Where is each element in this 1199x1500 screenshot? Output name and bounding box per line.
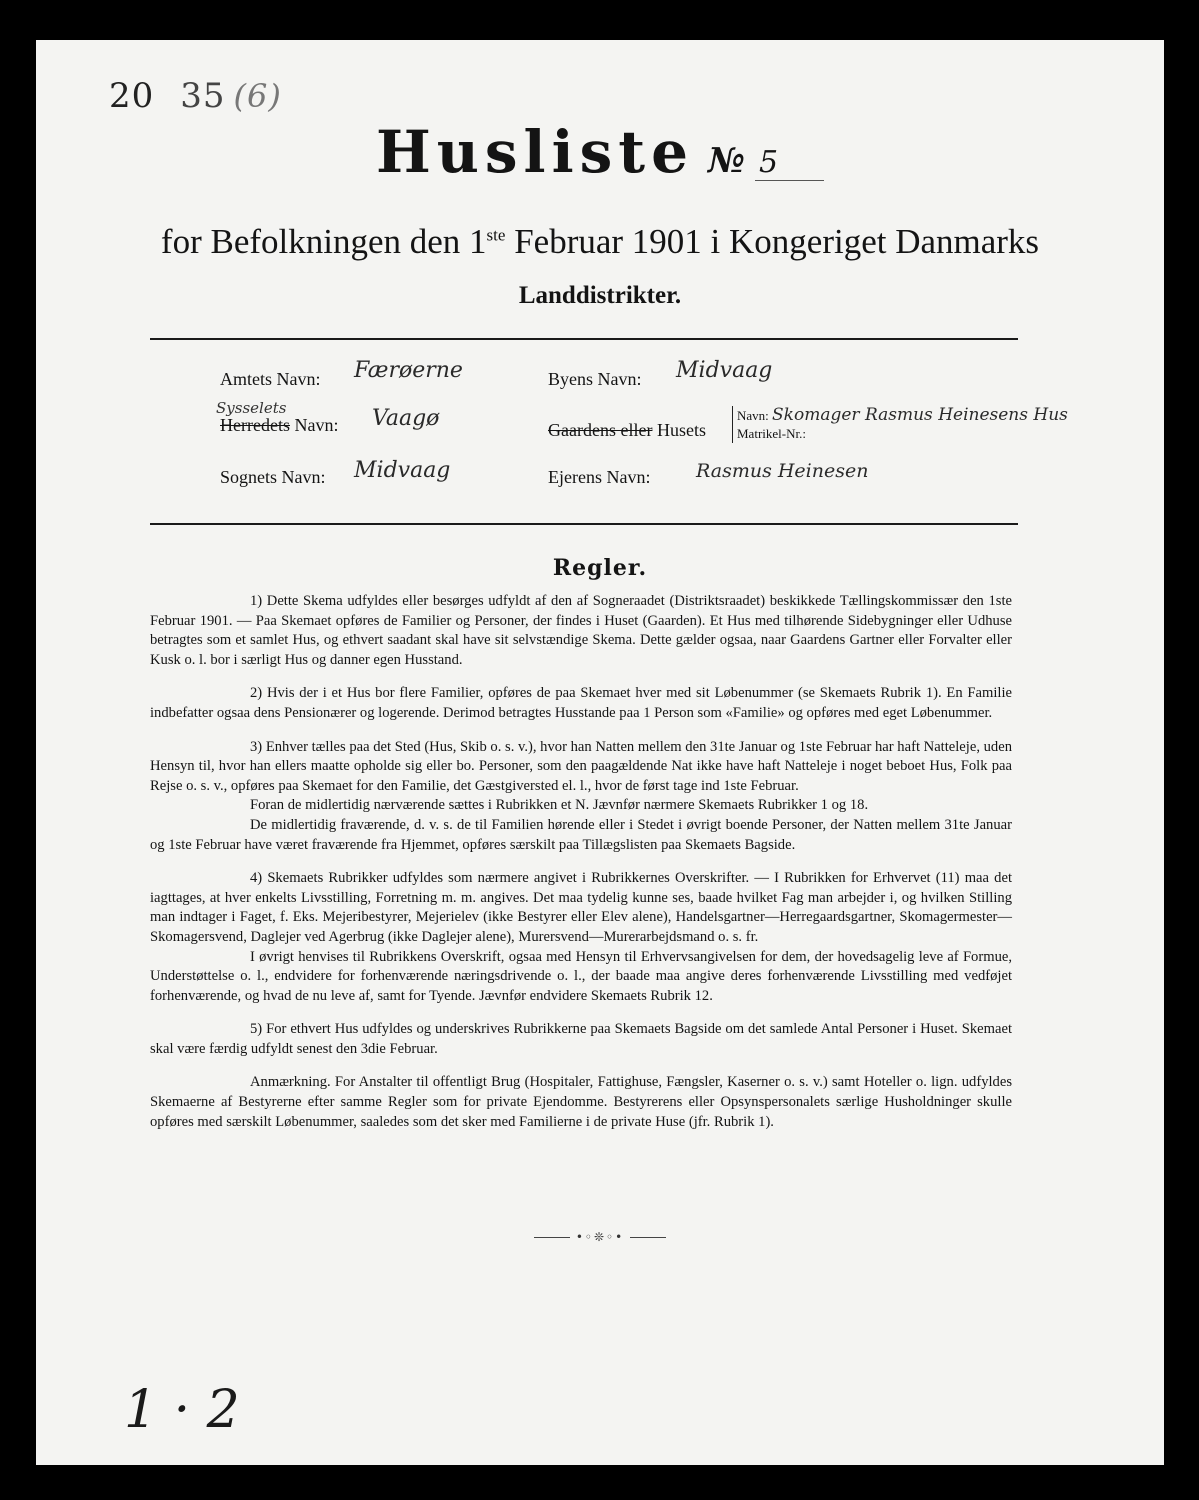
ornament-glyph: •◦❊◦• (575, 1230, 625, 1244)
sogn-label: Sognets Navn: (220, 467, 326, 487)
matrikel-label: Matrikel-Nr.: (737, 426, 806, 441)
rule-paragraph: 2) Hvis der i et Hus bor flere Familier, opføres de paa Skemaet hver med sit Løbenummer (se Skemaets Rubrik 1). En Familie indbefatter ogsaa dens Pensionærer og logerende. Derimod betragtes Husstande paa 1 Person som «Familie» og opføres med eget Løbenummer. (150, 685, 1012, 721)
sogn-value: Midvaag (354, 458, 451, 483)
stamp-number-2: 35 (180, 76, 226, 116)
number-label: № (707, 141, 745, 181)
rule-paragraph: 5) For ethvert Hus udfyldes og underskrives Rubrikkerne paa Skemaets Bagside om det samlede Antal Personer i Huset. Skemaet skal være færdig udfyldt senest den 3die Februar. (150, 1021, 1012, 1057)
rule-note: Anmærkning. For Anstalter til offentligt Brug (Hospitaler, Fattighuse, Fængsler, Kaserner o. s. v.) samt Hoteller o. lign. udfyldes Skemaerne af Bestyrerne efter samme Regler som for private Ejendomme. Bestyrerens eller Opsynspersonalets særlige Husholdninger skulle opføres med særskilt Løbenummer, saaledes som det sker med Familierne i de private Huse (jfr. Rubrik 1). (150, 1074, 1012, 1130)
by-value: Midvaag (676, 358, 773, 383)
gaard-label (548, 420, 706, 441)
number-value: 5 (755, 145, 824, 181)
navn-value: Skomager Rasmus Heinesens Hus (772, 405, 1068, 425)
district-type: Landdistrikter. (518, 282, 682, 309)
by-label: Byens Navn: (548, 369, 642, 389)
subtitle-before: for Befolkningen den 1 (160, 222, 487, 261)
herred-label-suffix: Navn: (294, 415, 339, 435)
herred-label-struck: Herredets (220, 415, 290, 435)
title-text: Husliste (375, 118, 694, 186)
rule-paragraph: 3) Enhver tælles paa det Sted (Hus, Skib o. s. v.), hvor han Natten mellem den 31te Januar og 1ste Februar har haft Natteleje, uden Hensyn til, hvor han ellers maatte opholde sig eller bo. Personer, som den paagældende Nat ikke have haft Natteleje i noget beboet Hus, Folk paa Rejse o. s. v., opføres paa Skemaet for den Familie, det Gæstgiversted el. l., hvor de først tage ind 1ste Februar. (150, 738, 1012, 794)
rules-heading: Regler. (552, 555, 648, 581)
husets-bracket (732, 406, 1068, 443)
amt-label: Amtets Navn: (220, 369, 321, 389)
rule-paragraph: I øvrigt henvises til Rubrikkens Overskrift, ogsaa med Hensyn til Erhvervsangivelsen for dem, der hovedsagelig leve af Formue, Understøttelse o. l., endvidere for forhenværende næringsdrivende o. l., der baade maa angive deres forhenværende Livsstilling med vedføjet forhenværende, og hvad de nu leve af, samt for Tyende. Jævnfør endvidere Skemaets Rubrik 12. (150, 948, 1012, 1004)
rule-paragraph: De midlertidig fraværende, d. v. s. de til Familien hørende eller i Stedet i øvrigt boende Personer, der Natten mellem 31te Januar og 1ste Februar have været fraværende fra Hjemmet, opføres særskilt paa Tillægslisten paa Skemaets Bagside. (150, 816, 1012, 853)
rule-paragraph: Foran de midlertidig nærværende sættes i Rubrikken et N. Jævnfør nærmere Skemaets Rubrikker 1 og 18. (250, 797, 869, 814)
gaard-label-struck: Gaardens eller (548, 420, 653, 440)
census-form-page (36, 40, 1164, 1465)
footer-handwritten-number: 1 · 2 (124, 1380, 240, 1440)
top-divider (150, 338, 1018, 340)
herred-value: Vaagø (372, 406, 440, 431)
subtitle-after: Februar 1901 i Kongeriget Danmarks (505, 222, 1040, 261)
stamp-handwritten: (6) (233, 77, 282, 115)
herred-label-written: Sysselets (216, 399, 287, 417)
ornament (36, 1230, 1164, 1244)
stamp-number-1: 20 (109, 76, 155, 116)
rule-paragraph: 4) Skemaets Rubrikker udfyldes som nærmere angivet i Rubrikkernes Overskrifter. — I Rubrikken for Erhvervet (11) maa det iagttages, at hver enkelts Livsstilling, Forretning m. m. angives. Det maa tydelig kunne ses, baade hvilket Fag man arbejder i, og hvilken Stilling man indtager i Faget, f. Eks. Mejeribestyrer, Mejerielev (ikke Bestyrer eller Elev alene), Handelsgartner—Herregaardsgartner, Skomagermester—Skomagersvend, Daglejer ved Agerbrug (ikke Daglejer alene), Murersvend—Murerarbejdsmand o. s. fr. (150, 870, 1012, 945)
fields-divider (150, 523, 1018, 525)
rules-body (150, 592, 1012, 1146)
form-subtitle (36, 222, 1164, 262)
navn-label: Navn: (737, 408, 769, 423)
amt-value: Færøerne (354, 358, 463, 383)
ejer-label: Ejerens Navn: (548, 467, 651, 487)
archive-stamp (109, 76, 282, 116)
ejer-value: Rasmus Heinesen (696, 460, 869, 482)
rule-paragraph: 1) Dette Skema udfyldes eller besørges udfyldt af den af Sogneraadet (Distriktsraadet) beskikkede Tællingskommissær den 1ste Februar 1901. — Paa Skemaet opføres de Familier og Personer, der findes i Huset (Gaarden). Et Hus med tilhørende Sidebygninger eller Udhuse betragtes som et samlet Hus, og ethvert saadant skal have sit selvstændige Skema. Dette gælder ogsaa, naar Gaardens Gartner eller Forvalter eller Kusk o. l. bor i særligt Hus og danner egen Husstand. (150, 593, 1012, 668)
form-title (36, 118, 1164, 186)
subtitle-sup: ste (486, 225, 506, 245)
herred-label (216, 399, 339, 436)
gaard-label-husets: Husets (656, 420, 706, 440)
